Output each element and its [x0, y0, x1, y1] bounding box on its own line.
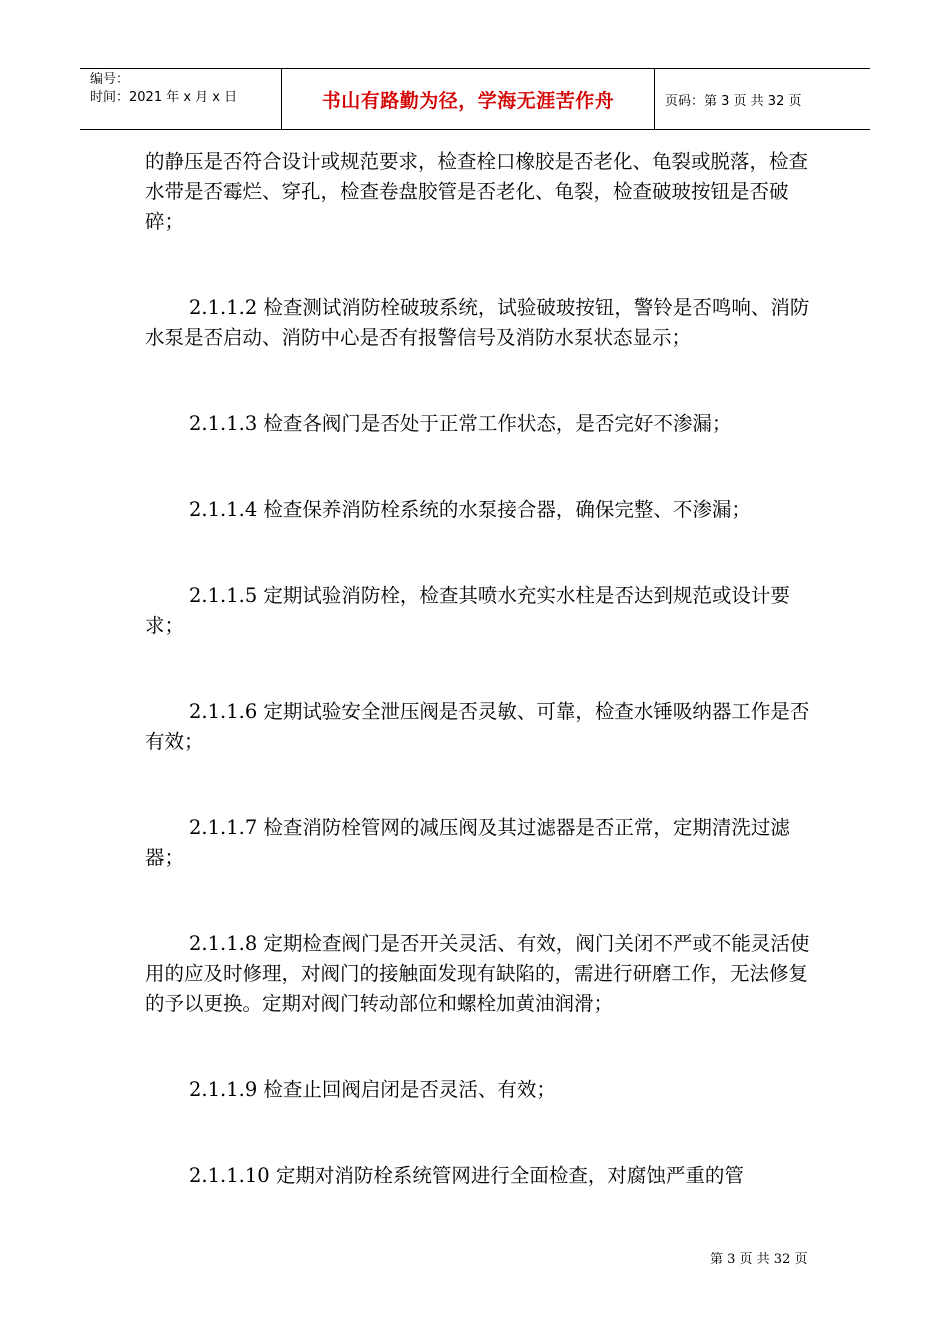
header-motto: 书山有路勤为径，学海无涯苦作舟 [321, 89, 615, 112]
page-info-text: 页码：第 3 页 共 32 页 [665, 93, 802, 109]
time-label: 时间：2021 年 x 月 x 日 [90, 90, 238, 105]
page-footer: 第 3 页 共 32 页 [710, 1252, 808, 1267]
paragraph-2-1-1-3: 2.1.1.3 检查各阀门是否处于正常工作状态，是否完好不渗漏； [189, 412, 732, 435]
header-motto-cell [282, 69, 655, 129]
document-body [145, 147, 813, 1191]
paragraph-2-1-1-10: 2.1.1.10 定期对消防栓系统管网进行全面检查，对腐蚀严重的管 [189, 1164, 744, 1187]
paragraph-2-1-1-9: 2.1.1.9 检查止回阀启闭是否灵活、有效； [189, 1078, 556, 1101]
paragraph-2-1-1-2: 2.1.1.2 检查测试消防栓破玻系统，试验破玻按钮，警铃是否鸣响、消防水泵是否启动、消防中心是否有报警信号及消防水泵状态显示； [145, 296, 810, 349]
header-meta [80, 69, 282, 129]
paragraph-2-1-1-6: 2.1.1.6 定期试验安全泄压阀是否灵敏、可靠，检查水锤吸纳器工作是否有效； [145, 700, 810, 753]
page-header [80, 68, 870, 130]
header-page-info [655, 69, 870, 129]
paragraph-continued: 的静压是否符合设计或规范要求，检查栓口橡胶是否老化、龟裂或脱落，检查水带是否霉烂、穿孔，检查卷盘胶管是否老化、龟裂，检查破玻按钮是否破碎； [145, 150, 809, 233]
number-label: 编号： [90, 72, 130, 87]
paragraph-2-1-1-4: 2.1.1.4 检查保养消防栓系统的水泵接合器，确保完整、不渗漏； [189, 498, 751, 521]
paragraph-2-1-1-7: 2.1.1.7 检查消防栓管网的减压阀及其过滤器是否正常，定期清洗过滤器； [145, 816, 790, 869]
paragraph-2-1-1-5: 2.1.1.5 定期试验消防栓，检查其喷水充实水柱是否达到规范或设计要求； [145, 584, 790, 637]
paragraph-2-1-1-8: 2.1.1.8 定期检查阀门是否开关灵活、有效，阀门关闭不严或不能灵活使用的应及时修理，对阀门的接触面发现有缺陷的，需进行研磨工作，无法修复的予以更换。定期对阀门转动部位和螺栓加黄油润滑； [145, 932, 810, 1015]
